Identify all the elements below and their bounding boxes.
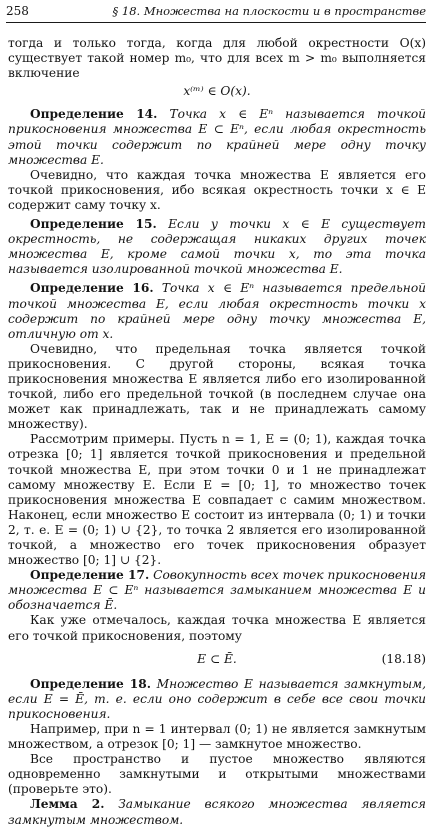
paragraph-as-noted: Как уже отмечалось, каждая точка множества E является его точкой прикосновения, поэтому xyxy=(8,613,426,643)
paragraph-example-closed: Например, при n = 1 интервал (0; 1) не является замкнутым множеством, а отрезок [0; 1] — замкнутое множество. xyxy=(8,721,426,752)
page-body xyxy=(8,36,426,828)
lemma-2 xyxy=(8,797,426,827)
definition-17-label: Определение 17. xyxy=(30,568,150,583)
paragraph-whole-space: Все пространство и пустое множество являются одновременно замкнутыми и открытыми множествами (проверьте это). xyxy=(8,752,426,797)
paragraph-obvious-1: Очевидно, что каждая точка множества E является его точкой прикосновения, ибо всякая окрестность точки x ∈ E содержит саму точку x. xyxy=(8,167,426,212)
equation-closure-inclusion: E ⊂ Ē. xyxy=(197,651,237,666)
lemma-2-label: Лемма 2. xyxy=(30,797,105,812)
paragraph-examples: Рассмотрим примеры. Пусть n = 1, E = (0; 1), каждая точка отрезка [0; 1] является точкой прикосновения и предельной точкой множества E, при этом точки 0 и 1 не принадлежат самому множеству E. Если E = [0; 1], то множество точек прикосновения множества E совпадает с самим множеством. Наконец, если множество E состоит из интервала (0; 1) и точки 2, т. е. E = (0; 1) ∪ {2}, то точка 2 является его изолированной точкой, а множество его точек прикосновения образует множество [0; 1] ∪ {2}. xyxy=(8,432,426,568)
definition-18-text: Множество E называется замкнутым, если E = Ē, т. е. если оно содержит в себе все свои точки прикосновения. xyxy=(8,676,426,721)
equation-number: (18.18) xyxy=(381,651,426,666)
definition-16 xyxy=(8,281,426,341)
definition-18-label: Определение 18. xyxy=(30,676,151,691)
definition-14-label: Определение 14. xyxy=(30,107,158,122)
definition-15-text: Если у точки x ∈ E существует окрестность, не содержащая никаких других точек множества E, кроме самой точки x, то эта точка называется изолированной точкой множества E. xyxy=(8,217,426,277)
definition-15 xyxy=(8,217,426,277)
paragraph-obvious-2: Очевидно, что предельная точка является точкой прикосновения. С другой стороны, всякая точка прикосновения множества E является либо его изолированной точкой, либо его предельной точкой (в последнем случае она может как принадлежать, так и не принадлежать самому множеству). xyxy=(8,341,426,432)
definition-16-text: Точка x ∈ Eⁿ называется предельной точкой множества E, если любая окрестность точки x содержит по крайней мере одну точку множества E, отличную от x. xyxy=(8,281,427,341)
definition-15-label: Определение 15. xyxy=(30,217,157,232)
paragraph-continuation: тогда и только тогда, когда для любой окрестности O(x) существует такой номер m₀, что для всех m > m₀ выполняется включение xyxy=(8,36,426,81)
definition-14-text: Точка x ∈ Eⁿ называется точкой прикосновения множества E ⊂ Eⁿ, если любая окрестность этой точки содержит по крайней мере одну точку множества E. xyxy=(8,107,427,167)
formula-inclusion: x⁽ᵐ⁾ ∈ O(x). xyxy=(183,84,251,99)
definition-17-text: Совокупность всех точек прикосновения множества E ⊂ Eⁿ называется замыканием множества E и обозначается Ē. xyxy=(8,568,427,613)
definition-14 xyxy=(8,107,426,167)
definition-18 xyxy=(8,677,426,722)
lemma-2-text: Замыкание всякого множества является замкнутым множеством. xyxy=(8,797,427,827)
page-number: 258 xyxy=(6,4,29,18)
running-header xyxy=(6,2,426,23)
section-title: § 18. Множества на плоскости и в пространстве xyxy=(112,4,426,18)
definition-16-label: Определение 16. xyxy=(30,281,154,296)
definition-17 xyxy=(8,568,426,613)
equation-18-18 xyxy=(8,649,426,671)
